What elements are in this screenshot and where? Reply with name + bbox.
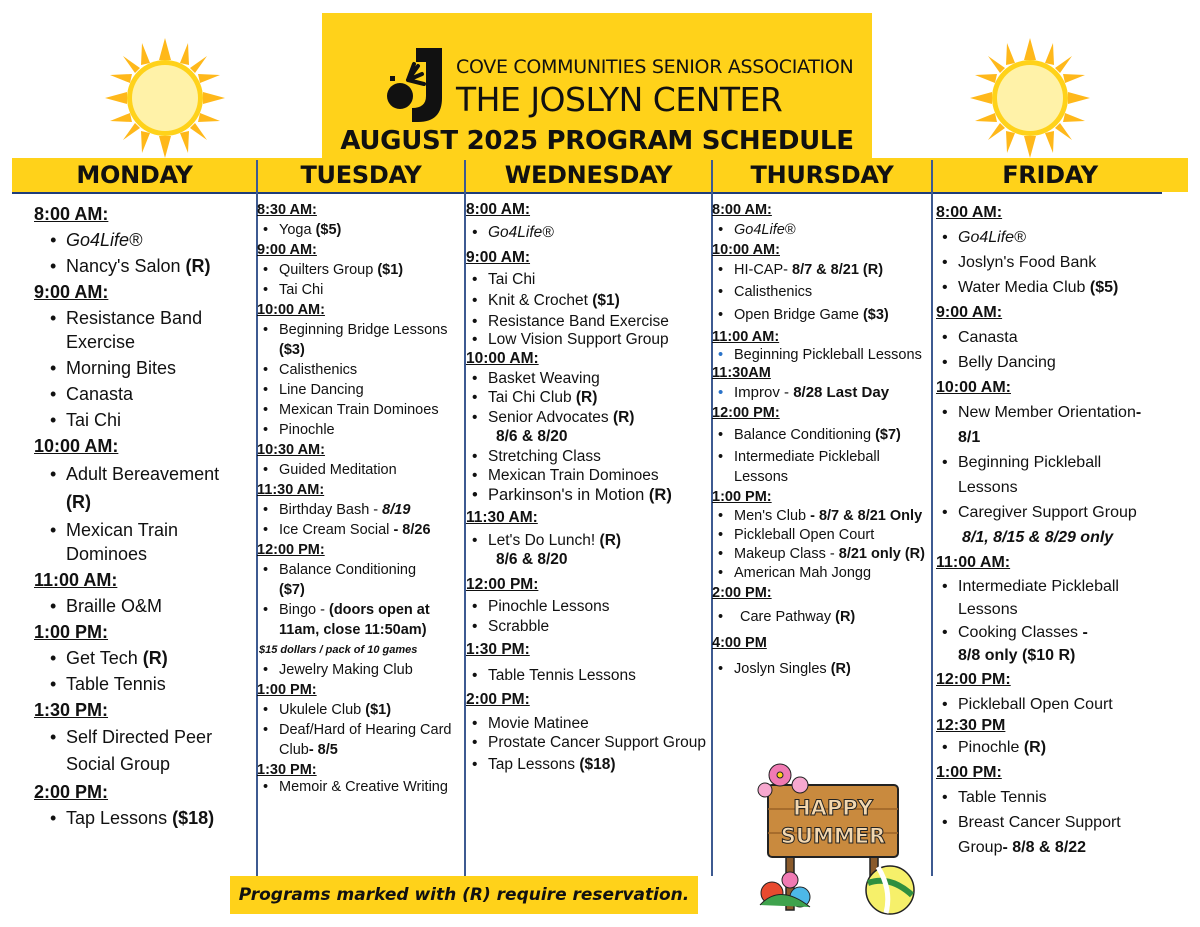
day-heading-friday: FRIDAY [1002, 161, 1098, 189]
program-item: • Get Tech (R) [44, 646, 249, 670]
program-item: • Open Bridge Game ($3) [712, 305, 930, 325]
program-item: • Beginning Bridge Lessons ($3) [257, 320, 462, 360]
thursday-column [712, 200, 930, 679]
program-item: • Tai Chi Club (R) [466, 388, 706, 408]
program-item: • Pickleball Open Court [712, 525, 930, 545]
program-item: • Beginning Pickleball Lessons [712, 347, 930, 363]
program-item: • Braille O&M [44, 594, 249, 618]
program-item: • Adult Bereavement (R) [44, 460, 249, 516]
program-item: • Mexican Train Dominoes [466, 466, 706, 486]
time-slot: 11:00 AM: [936, 554, 1011, 571]
program-item: • Tap Lessons ($18) [466, 755, 706, 775]
program-item: • Jewelry Making Club [257, 660, 462, 680]
program-item: • Tai Chi [257, 280, 462, 300]
time-slot: 11:00 AM: [712, 329, 780, 345]
wednesday-column [466, 200, 706, 774]
time-slot: 8:30 AM: [257, 202, 317, 218]
program-item: • Pinochle [257, 420, 462, 440]
program-item: • Pickleball Open Court [936, 692, 1161, 717]
program-item: • Joslyn's Food Bank [936, 250, 1161, 275]
program-item: • Low Vision Support Group [466, 330, 706, 350]
program-item: • Makeup Class - 8/21 only (R) [712, 545, 930, 563]
happy-summer-sign-icon [750, 755, 920, 917]
program-item: • Men's Club - 8/7 & 8/21 Only [712, 507, 930, 525]
time-slot: 2:00 PM: [712, 585, 772, 601]
program-item: • HI-CAP- 8/7 & 8/21 (R) [712, 260, 930, 280]
program-item: • Stretching Class [466, 447, 706, 467]
time-slot: 10:00 AM: [712, 242, 780, 258]
program-item: • Water Media Club ($5) [936, 275, 1161, 300]
time-slot: 1:30 PM: [34, 700, 109, 720]
program-item: • Intermediate Pickleball Lessons [936, 575, 1161, 621]
friday-column [936, 200, 1161, 860]
time-slot: 11:30 AM: [466, 509, 538, 526]
program-item: • Table Tennis [44, 672, 249, 696]
program-item: • Scrabble [466, 617, 706, 637]
program-item: • Self Directed Peer Social Group [44, 724, 249, 778]
tuesday-column [257, 200, 462, 795]
program-item: • Line Dancing [257, 380, 462, 400]
program-item: • Resistance Band Exercise [44, 306, 249, 354]
program-item: • Tap Lessons ($18) [44, 806, 249, 830]
program-item: • Yoga ($5) [257, 220, 462, 240]
program-item: • Calisthenics [712, 282, 930, 302]
program-item: • Calisthenics [257, 360, 462, 380]
sun-icon [970, 38, 1090, 158]
time-slot: 8:00 AM: [712, 202, 772, 218]
time-slot: 8:00 AM: [466, 201, 531, 218]
program-item: • Ice Cream Social - 8/26 [257, 520, 462, 540]
header-underline [12, 192, 1162, 194]
program-item: • Bingo - (doors open at 11am, close 11:50am) [257, 600, 462, 640]
program-item: • Go4Life® [936, 225, 1161, 250]
reservation-note: Programs marked with (R) require reservation. [238, 885, 690, 905]
time-slot: 9:00 AM: [257, 242, 317, 258]
time-slot: 2:00 PM: [466, 691, 530, 708]
program-item: • Caregiver Support Group 8/1, 8/15 & 8/29 only [936, 500, 1161, 550]
time-slot: 1:30 PM: [466, 641, 530, 658]
program-item: • Canasta [44, 382, 249, 406]
program-item: • Parkinson's in Motion (R) [466, 486, 706, 506]
program-item: • American Mah Jongg [712, 563, 930, 583]
program-item: • Knit & Crochet ($1) [466, 291, 706, 311]
program-item: • Morning Bites [44, 356, 249, 380]
program-item: • Belly Dancing [936, 350, 1161, 375]
time-slot: 10:00 AM: [466, 350, 539, 367]
time-slot: 4:00 PM [712, 635, 767, 651]
time-slot: 11:30AM [712, 365, 771, 381]
time-slot: 9:00 AM: [34, 282, 109, 302]
program-item: • Go4Life® [712, 220, 930, 240]
monday-column [34, 200, 249, 832]
program-item: • Let's Do Lunch! (R) 8/6 & 8/20 [466, 531, 706, 570]
center-name: THE JOSLYN CENTER [456, 80, 783, 119]
time-slot: 1:00 PM: [34, 622, 109, 642]
day-heading-tuesday: TUESDAY [300, 161, 422, 189]
program-item: • Balance Conditioning ($7) [257, 560, 462, 600]
sign-line-1: HAPPY [793, 796, 873, 820]
program-item: • Cooking Classes - 8/8 only ($10 R) [936, 621, 1161, 667]
program-item: • Mexican Train Dominoes [44, 518, 249, 566]
program-item: • Memoir & Creative Writing [257, 780, 462, 795]
program-item: • Ukulele Club ($1) [257, 700, 462, 720]
day-heading-thursday: THURSDAY [750, 161, 894, 189]
program-item: • Canasta [936, 325, 1161, 350]
time-slot: 12:00 PM: [936, 671, 1011, 688]
time-slot: 8:00 AM: [936, 204, 1003, 221]
program-item: • Beginning Pickleball Lessons [936, 450, 1161, 500]
time-slot: 10:00 AM: [257, 302, 325, 318]
time-slot: 8:00 AM: [34, 204, 109, 224]
program-item: • Tai Chi [44, 408, 249, 432]
program-item: • Pinochle Lessons [466, 597, 706, 617]
time-slot: 1:00 PM: [257, 682, 317, 698]
program-item: • Guided Meditation [257, 460, 462, 480]
column-divider [931, 160, 933, 876]
time-slot: 1:30 PM: [257, 762, 317, 778]
day-heading-monday: MONDAY [76, 161, 193, 189]
sun-icon [105, 38, 225, 158]
program-item: • Table Tennis Lessons [466, 666, 706, 686]
program-item: • Quilters Group ($1) [257, 260, 462, 280]
schedule-title: AUGUST 2025 PROGRAM SCHEDULE [340, 126, 854, 156]
program-item: • Basket Weaving [466, 369, 706, 389]
program-item: • Senior Advocates (R) 8/6 & 8/20 [466, 408, 706, 447]
program-item: • Intermediate Pickleball Lessons [712, 447, 930, 487]
program-item: • Pinochle (R) [936, 735, 1161, 760]
time-slot: 9:00 AM: [936, 304, 1003, 321]
program-item: • Tai Chi [466, 270, 706, 290]
program-item: • Joslyn Singles (R) [712, 659, 930, 679]
time-slot: 9:00 AM: [466, 249, 531, 266]
time-slot: 10:00 AM: [34, 436, 119, 456]
program-item: • Prostate Cancer Support Group [466, 733, 706, 753]
time-slot: 12:00 PM: [466, 575, 539, 593]
time-slot: 12:30 PM [936, 717, 1006, 734]
time-slot: 11:30 AM: [257, 482, 325, 498]
program-item: • Go4Life® [466, 223, 706, 243]
program-item: • Care Pathway (R) [712, 607, 930, 627]
time-slot: 11:00 AM: [34, 570, 118, 590]
time-slot: 2:00 PM: [34, 782, 109, 802]
bingo-price-note: $15 dollars / pack of 10 games [259, 644, 418, 656]
org-name: COVE COMMUNITIES SENIOR ASSOCIATION [456, 56, 854, 78]
program-item: • Nancy's Salon (R) [44, 254, 249, 278]
program-item: • New Member Orientation-8/1 [936, 400, 1161, 450]
program-item: • Resistance Band Exercise [466, 313, 706, 330]
program-item: • Movie Matinee [466, 714, 706, 734]
program-item: • Birthday Bash - 8/19 [257, 500, 462, 520]
joslyn-logo-icon [386, 46, 446, 126]
time-slot: 10:00 AM: [936, 379, 1011, 396]
time-slot: 1:00 PM: [936, 764, 1002, 781]
time-slot: 12:00 PM: [257, 542, 325, 558]
program-item: • Go4Life® [44, 228, 249, 252]
sign-line-2: SUMMER [780, 824, 886, 848]
program-item: • Table Tennis [936, 785, 1161, 810]
day-heading-wednesday: WEDNESDAY [504, 161, 673, 189]
time-slot: 1:00 PM: [712, 489, 772, 505]
program-item: • Improv - 8/28 Last Day [712, 383, 930, 403]
time-slot: 12:00 PM: [712, 405, 780, 421]
program-item: • Breast Cancer Support Group- 8/8 & 8/22 [936, 810, 1161, 860]
program-item: • Deaf/Hard of Hearing Card Club- 8/5 [257, 720, 462, 760]
program-item: • Balance Conditioning ($7) [712, 425, 930, 445]
time-slot: 10:30 AM: [257, 442, 325, 458]
program-item: • Mexican Train Dominoes [257, 400, 462, 420]
